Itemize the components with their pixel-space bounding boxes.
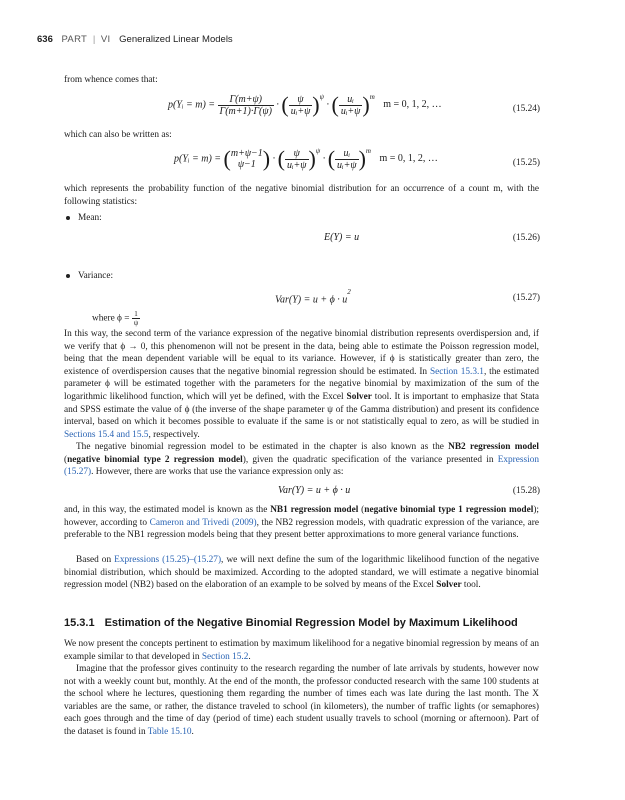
equation-15-27: $Var(Y) = u + \phi \cdot u^2$ — [275, 288, 351, 306]
part-label: PART — [61, 34, 88, 45]
eq1-lhs: p(Yᵢ = m) = — [168, 99, 216, 111]
link-table-15-10[interactable]: Table 15.10 — [147, 726, 192, 737]
paragraph-mle-intro: We now present the concepts pertinent to estimation by maximum likelihood for a negative binomial regression by means of an example similar to that developed in Section 15.2. — [64, 639, 539, 662]
paragraph-nb1-model: and, in this way, the estimated model is known as the NB1 regression model (negative binomial type 1 regression model); however, according to Cameron and Trivedi (2009), the NB2 regression models, with quadratic expression of the variance, are preferable to the NB1 regression models being that they present better approximations to more general variance functions. — [64, 505, 539, 541]
intro-text: from whence comes that: — [64, 75, 158, 85]
equation-number-15-26: (15.26) — [512, 233, 540, 243]
link-sections-15-4-15-5[interactable]: Sections 15.4 and 15.5 — [64, 429, 149, 440]
book-section-title: Generalized Linear Models — [119, 34, 233, 45]
part-roman: VI — [100, 34, 111, 45]
bullet-variance: Variance: — [66, 271, 113, 281]
paragraph-overdispersion: In this way, the second term of the variance expression of the negative binomial distribution represents overdispersion and, if we verify that ϕ → 0, this phenomenon will not be present in the data, being able to estimate the Poisson regression model, being that the mean dependent variable will be equal to its variance. However, if ϕ is statistically greater than zero, the existence of overdispersion causes that the negative binomial regression should be estimated. In Section 15.3.1, the estimated parameter ϕ will be estimated together with the parameters for the negative binomial by maximization of the sum of the logarithmic likelihood function, which will yet be defined, with the Excel Solver tool. It is important to emphasize that Stata and SPSS estimate the value of ϕ (the inverse of the shape parameter ψ of the Gamma distribution) and present its confidence interval, based on which it becomes possible to evaluate if the same is or not statistically equal to zero, as will be studied in Sections 15.4 and 15.5, respectively. — [64, 329, 539, 440]
equation-number-15-25: (15.25) — [512, 158, 540, 168]
equation-15-24: p(Yᵢ = m) = $\frac{\Gamma(m+\psi)}{\Gamma(m+1)\cdot\Gamma(\psi)}$ · ( $\frac{\psi}{\text{uᵢ+ψ}}$ )$^\psi$ · ( $\frac{\text{uᵢ}}{\text{uᵢ+ψ}}$ )$^m$ m = 0, 1, 2, … — [168, 92, 442, 117]
paragraph-nb2-model: The negative binomial regression model to be estimated in the chapter is also known as the NB2 regression model (negative binomial type 2 regression model), given the quadratic specification of the variance presented in Expression (15.27). However, there are works that use the variance expression only as: — [64, 442, 540, 478]
equation-number-15-27: (15.27) — [512, 293, 540, 303]
equation-15-28: Var(Y) = u + ϕ · u — [278, 485, 351, 496]
link-section-15-2[interactable]: Section 15.2 — [201, 651, 249, 662]
where-phi-definition: where ϕ = $\frac{1}{\psi}$ — [92, 310, 139, 327]
equation-15-26: E(Y) = u — [324, 232, 360, 243]
eq1-fraction-gamma: $\frac{\Gamma(m+\psi)}{\Gamma(m+1)\cdot\Gamma(\psi)}$ — [219, 93, 272, 117]
eq2-range: m = 0, 1, 2, … — [379, 153, 438, 165]
link-expression-15-27[interactable]: Expression (15.27) — [64, 454, 540, 478]
eq1-range: m = 0, 1, 2, … — [383, 99, 442, 111]
header-separator: | — [92, 34, 96, 45]
paragraph-log-likelihood: Based on Expressions (15.25)–(15.27), we will next define the sum of the logarithmic likelihood function of the negative binomial distribution, which should be maximized. According to the adopted standard, we will estimate a negative binomial regression model (NB2) based on the elaboration of an example to be solved by means of the Excel Solver tool. — [64, 555, 539, 591]
eq2-lhs: p(Yᵢ = m) = — [174, 153, 222, 165]
paragraph-example: Imagine that the professor gives continuity to the research regarding the number of late arrivals by students, however now not with a weekly count but, monthly. At the end of the month, the professor conducted research with the same 100 students at the school where he lectures, questioning them regarding the number of times each was late during the last month. The X variables are the same, or rather, the distance traveled to school (in kilometers), the number of traffic lights (or semaphores) each goes through and the time of day (period of time) each student usually travels to school (morning or afternoon). Part of the dataset is found in Table 15.10. — [64, 664, 539, 737]
also-written-text: which can also be written as: — [64, 130, 172, 140]
equation-15-25: p(Yᵢ = m) = ( m+ψ−1 ψ−1 ) · ( $\frac{\psi}{\text{uᵢ+ψ}}$ )$^\psi$ · ( $\frac{\text{uᵢ}}{\text{uᵢ+ψ}}$ )$^m$ m = 0, 1, 2, … — [174, 146, 438, 171]
equation-number-15-28: (15.28) — [512, 486, 540, 496]
page-number: 636 — [37, 34, 53, 45]
link-section-15-3-1[interactable]: Section 15.3.1 — [429, 366, 484, 377]
link-expressions-15-25-15-27[interactable]: Expressions (15.25)–(15.27) — [114, 555, 222, 565]
bullet-dot-icon — [66, 274, 70, 278]
bullet-mean: Mean: — [66, 213, 102, 223]
link-cameron-trivedi[interactable]: Cameron and Trivedi (2009) — [149, 517, 257, 528]
represents-text: which represents the probability function of the negative binomial distribution for an occurrence of a count m, with the following statistics: — [64, 184, 539, 207]
bullet-dot-icon — [66, 216, 70, 220]
section-heading-15-3-1: 15.3.1 Estimation of the Negative Binomial Regression Model by Maximum Likelihood — [64, 617, 518, 629]
running-header — [37, 34, 233, 45]
equation-number-15-24: (15.24) — [512, 104, 540, 114]
